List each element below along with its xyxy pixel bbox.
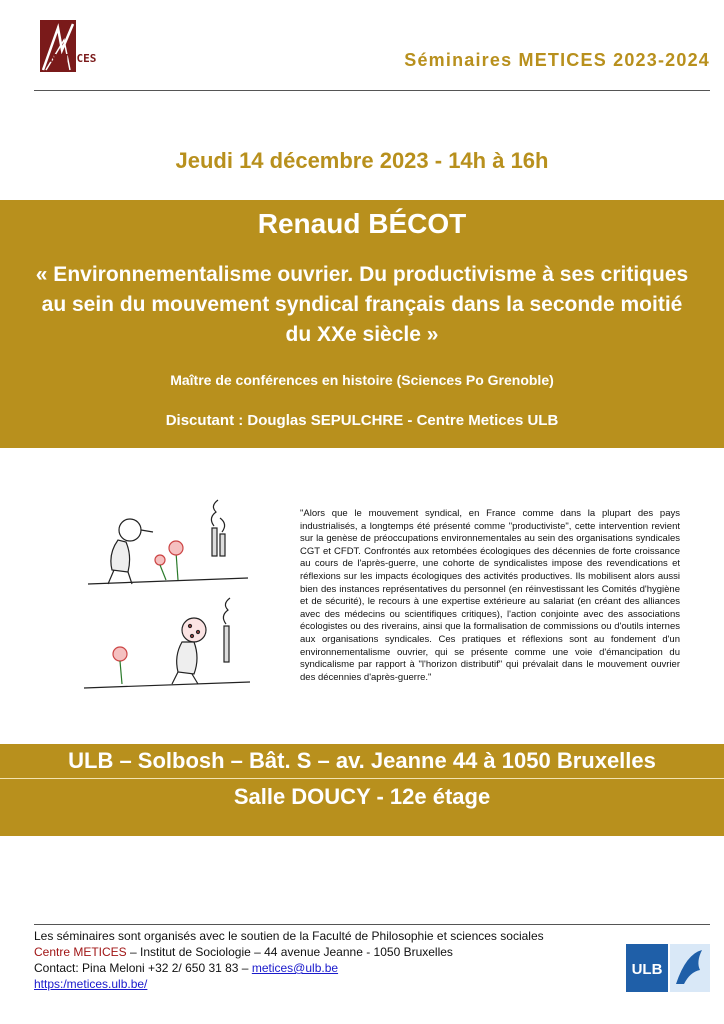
footer-centre-line — [34, 944, 544, 960]
footer-website-line — [34, 976, 544, 992]
discussant: Discutant : Douglas SEPULCHRE - Centre Metices ULB — [165, 412, 559, 429]
speaker-band — [0, 200, 724, 448]
footer-contact-line — [34, 960, 544, 976]
centre-address: – Institut de Sociologie – 44 avenue Jeanne - 1050 Bruxelles — [126, 945, 453, 959]
talk-title: « Environnementalisme ouvrier. Du productivisme à ses critiques au sein du mouvement syndical français dans la seconde moitié du XXe siècle » — [35, 263, 689, 346]
speaker-name: Renaud BÉCOT — [257, 208, 467, 239]
footer-support-line: Les séminaires sont organisés avec le soutien de la Faculté de Philosophie et sciences sociales — [34, 929, 544, 943]
location-room: Salle DOUCY - 12e étage — [233, 784, 491, 809]
location-address: ULB – Solbosh – Bât. S – av. Jeanne 44 à 1050 Bruxelles — [68, 748, 656, 773]
centre-name: Centre METICES — [34, 945, 127, 959]
series-title: Séminaires METICES 2023-2024 — [404, 50, 710, 70]
logo-wordmark: METICES — [50, 52, 97, 65]
ulb-logo — [626, 944, 710, 992]
worker-flower-cartoon — [78, 492, 254, 710]
location-divider — [0, 778, 724, 779]
header-divider — [34, 90, 710, 91]
metices-logo — [40, 20, 130, 76]
contact-text: Contact: Pina Meloni +32 2/ 650 31 83 – — [34, 961, 252, 975]
website-link[interactable]: https:/metices.ulb.be/ — [34, 977, 148, 991]
footer-divider — [34, 924, 710, 925]
speaker-role: Maître de conférences en histoire (Sciences Po Grenoble) — [170, 372, 554, 388]
abstract-text: "Alors que le mouvement syndical, en France comme dans la plupart des pays industrialisés, a longtemps été présenté comme "productiviste", cette intervention revient sur la genèse de préoccupations environnementales au sein des organisations syndicales CGT et CFDT. Confrontés aux retombées écologiques des décennies de forte croissance au cours de l'après-guerre, une cohorte de syndicalistes impose des revendications et réflexions sur les impacts écologiques des activités productives. Ils mobilisent alors aussi bien des instances représentatives du personnel (en réinvestissant les Comités d'hygiène et de sécurité), le recours à une expertise extérieure au salariat (en créant des alliances avec des médecins ou scientifiques critiques), l'action conjointe avec des associations écologistes ou des riverains, ainsi que la formalisation de commissions ou d'outils internes aux organisations syndicales. Ces pratiques et réflexions sont au fondement d'un environnementalisme ouvrier, qui se présente comme une voie d'émancipation du syndicalisme par rapport à "l'horizon distributif" qui prévalait dans le mouvement ouvrier des décennies d'après-guerre." — [300, 508, 680, 683]
footer — [34, 928, 544, 992]
contact-email-link[interactable]: metices@ulb.be — [251, 961, 339, 975]
event-date: Jeudi 14 décembre 2023 - 14h à 16h — [175, 148, 549, 173]
location-band — [0, 744, 724, 836]
ulb-logo-text: ULB — [631, 961, 663, 978]
